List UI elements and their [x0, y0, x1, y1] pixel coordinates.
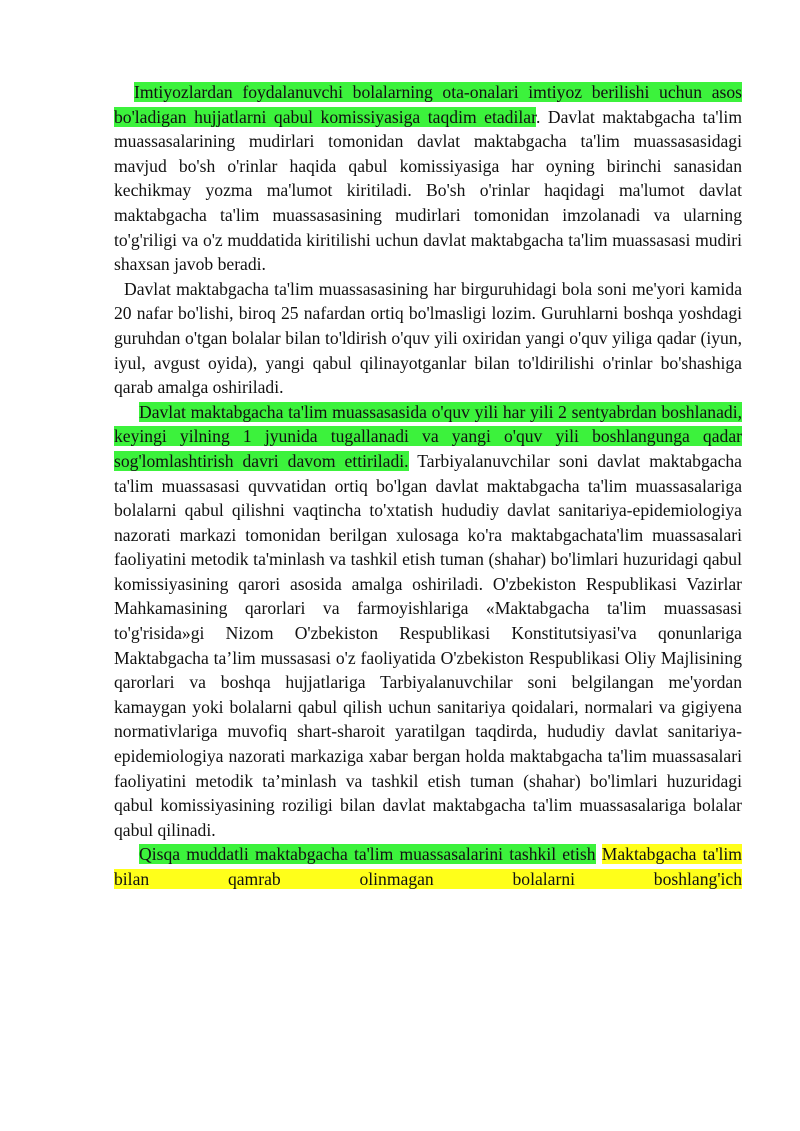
highlighted-heading: Qisqa muddatli maktabgacha ta'lim muassasalarini tashkil etish — [139, 844, 596, 865]
paragraph-text: Tarbiyalanuvchilar soni davlat maktabgacha ta'lim muassasasi quvvatidan ortiq bo'lgan davlat maktabgacha ta'lim muassasalariga bolalarni qabul qilishni vaqtincha to'xtatish hududiy davlat sanitariya-epidemiologiya nazorati markazi tomonidan berilgan xulosaga ko'ra maktabgachata'lim muassasalari faoliyatini metodik ta'minlash va tashkil etish tuman (shahar) bo'limlari huzuridagi qabul komissiyasining qarori asosida amalga oshiriladi. O'zbekiston Respublikasi Vazirlar Mahkamasining qarorlari va farmoyishlariga «Maktabgacha ta'lim muassasasi to'g'risida»gi Nizom O'zbekiston Respublikasi Konstitutsiyasi'va qonunlariga Maktabgacha ta’lim mussasasi o'z faoliyatida O'zbekiston Respublikasi Oliy Majlisining qarorlari va boshqa hujjatlariga Tarbiyalanuvchilar soni belgilangan me'yordan kamaygan yoki bolalarni qabul qilish uchun sanitariya qoidalari, normalari va gigiyena normativlariga muvofiq shart-sharoit yaratilgan taqdirda, hududiy davlat sanitariya-epidemiologiya nazorati markaziga xabar bergan holda maktabgacha ta'lim muassasalari faoliyatini metodik ta’minlash va tashkil etish tuman (shahar) bo'limlari huzuridagi qabul komissiyasining roziligi bilan davlat maktabgacha ta'lim muassasalariga bolalar qabul qilinadi. — [114, 450, 742, 840]
paragraph-short-term — [114, 842, 742, 891]
paragraph-text: Davlat maktabgacha ta'lim muassasasining har birguruhidagi bola soni me'yori kamida 20 nafar bo'lishi, biroq 25 nafardan ortiq bo'lmasligi lozim. Guruhlarni boshqa yoshdagi guruhdan o'tgan bolalar bilan to'ldirish o'quv yili oxiridan yangi o'quv yiliga qadar (iyun, iyul, avgust oyida), yangi qabul qilinayotganlar bilan to'ldirilishi o'rinlar bo'shashiga qarab amalga oshiriladi. — [114, 278, 742, 398]
paragraph-school-year — [114, 400, 742, 843]
paragraph-text: . Davlat maktabgacha ta'lim muassasalarining mudirlari tomonidan davlat maktabgacha ta'lim muassasasidagi mavjud bo'sh o'rinlar haqida qabul komissiyasiga har oyning birinchi sanasidan kechikmay yozma ma'lumot kiritiladi. Bo'sh o'rinlar haqidagi ma'lumot davlat maktabgacha ta'lim muassasasining mudirlari tomonidan imzolanadi va ularning to'g'riligi va o'z muddatida kiritilishi uchun davlat maktabgacha ta'lim muassasasi mudiri shaxsan javob beradi. — [114, 106, 743, 275]
highlighted-sentence-yellow: Maktabgacha ta'lim bilan qamrab olinmagan bolalarni boshlang'ich — [114, 844, 742, 889]
paragraph-privileges — [114, 80, 742, 277]
paragraph-group-size — [114, 277, 742, 400]
highlighted-sentence: Davlat maktabgacha ta'lim muassasasida o'quv yili har yili 2 sentyabrdan boshlanadi, keyingi yilning 1 jyunida tugallanadi va yangi o'quv yili boshlangunga qadar sog'lomlashtirish davri davom ettiriladi. — [114, 401, 742, 471]
highlighted-sentence: Imtiyozlardan foydalanuvchi bolalarning ota-onalari imtiyoz berilishi uchun asos bo'ladigan hujjatlarni qabul komissiyasiga taqdim etadilar — [114, 82, 742, 127]
document-page — [114, 80, 742, 892]
